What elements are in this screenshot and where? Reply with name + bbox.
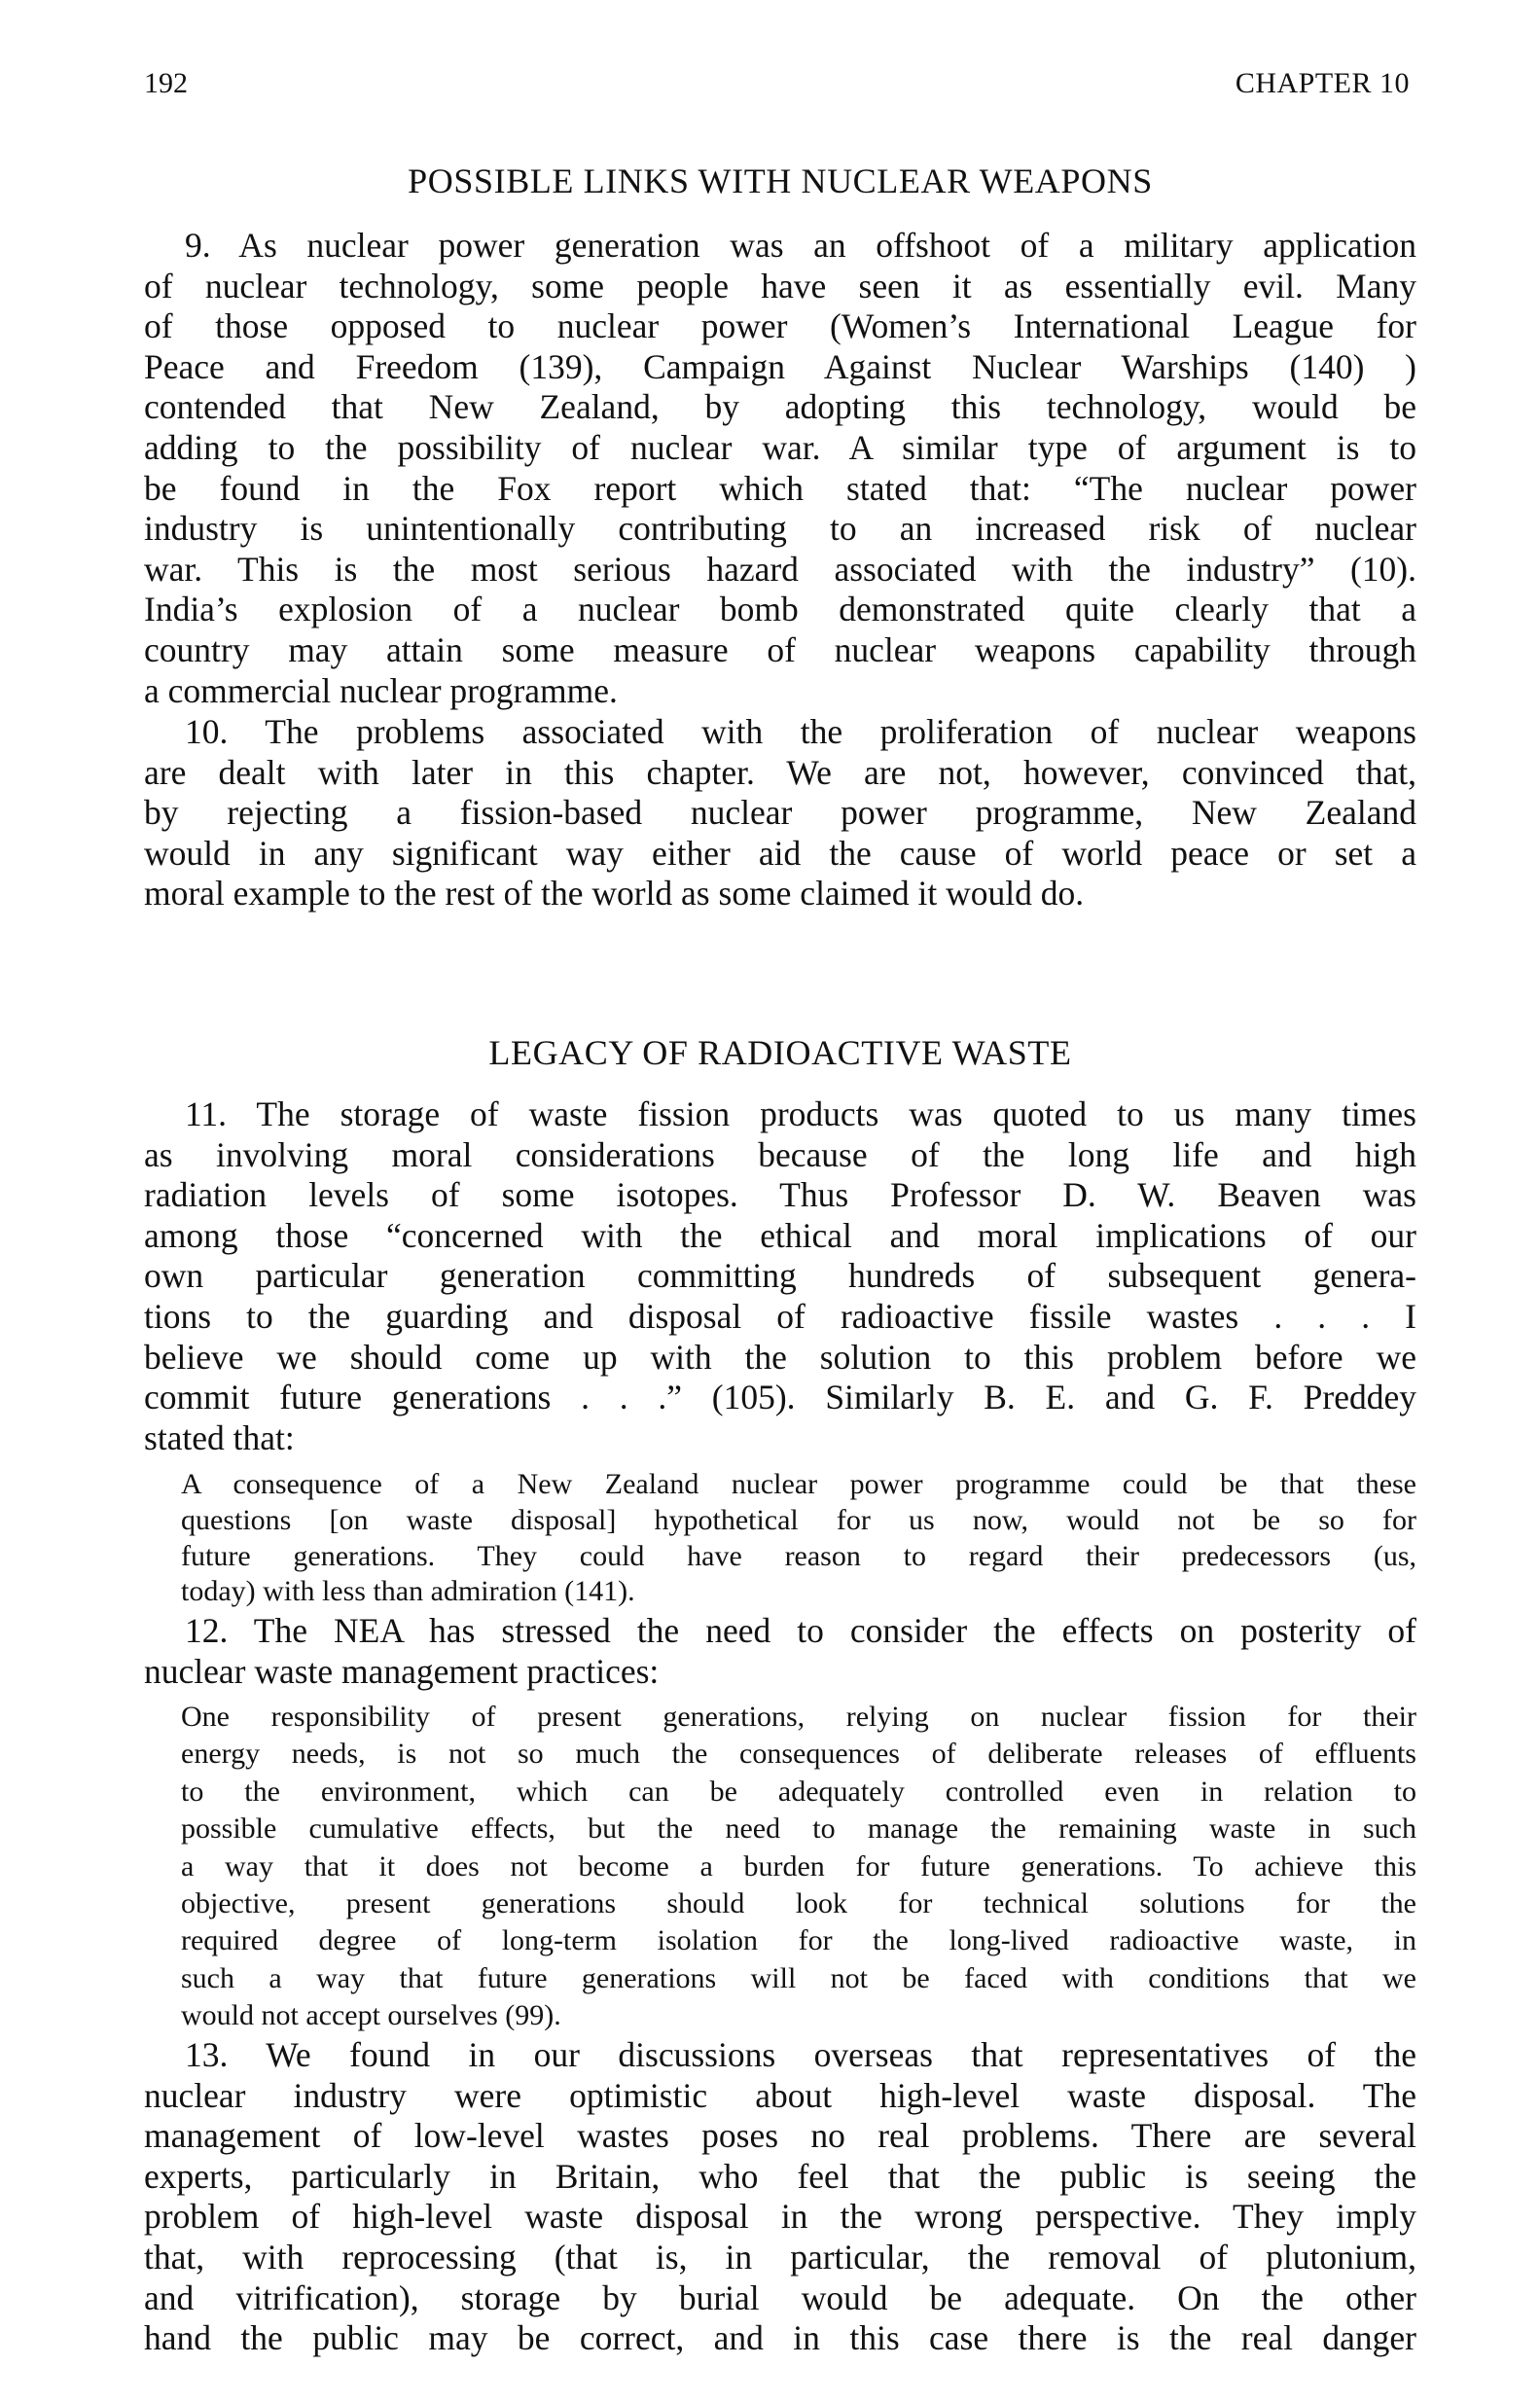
- text-line: management of low-level wastes poses no real problems. There are several: [144, 2116, 1416, 2156]
- text-line: radiation levels of some isotopes. Thus Professor D. W. Beaven was: [144, 1175, 1416, 1215]
- text-line: of those opposed to nuclear power (Women’s International League for: [144, 306, 1416, 346]
- paragraph-10: [144, 712, 1416, 914]
- text-line: 11. The storage of waste fission products was quoted to us many times: [185, 1094, 1416, 1133]
- text-line: a commercial nuclear programme.: [144, 670, 618, 710]
- paragraph-12: [144, 1611, 1416, 1692]
- chapter-label: CHAPTER 10: [1235, 67, 1410, 99]
- text-line: 9. As nuclear power generation was an offshoot of a military application: [185, 226, 1416, 265]
- text-line: problem of high-level waste disposal in the wrong perspective. They imply: [144, 2197, 1416, 2237]
- quote-line: One responsibility of present generations, relying on nuclear fission for their: [181, 1701, 1416, 1733]
- quote-line: possible cumulative effects, but the need to manage the remaining waste in such: [181, 1812, 1416, 1846]
- text-line: country may attain some measure of nuclear weapons capability through: [144, 629, 1416, 669]
- text-line: 13. We found in our discussions overseas that representatives of the: [185, 2035, 1416, 2074]
- text-line: that, with reprocessing (that is, in particular, the removal of plutonium,: [144, 2237, 1416, 2277]
- quote-line: A consequence of a New Zealand nuclear power programme could be that these: [181, 1468, 1416, 1500]
- text-line: own particular generation committing hundreds of subsequent genera-: [144, 1256, 1416, 1296]
- block-quote-nea: [181, 1699, 1416, 2035]
- text-line: war. This is the most serious hazard associated with the industry” (10).: [144, 549, 1416, 589]
- text-line: commit future generations . . .” (105). Similarly B. E. and G. F. Preddey: [144, 1378, 1416, 1417]
- block-quote-preddey: [181, 1467, 1416, 1610]
- text-line: India’s explosion of a nuclear bomb demonstrated quite clearly that a: [144, 590, 1416, 629]
- quote-line: required degree of long-term isolation for the long-lived radioactive waste, in: [181, 1924, 1416, 1957]
- text-line: and vitrification), storage by burial would be adequate. On the other: [144, 2277, 1416, 2317]
- text-line: by rejecting a fission-based nuclear power programme, New Zealand: [144, 793, 1416, 833]
- text-line: as involving moral considerations because of the long life and high: [144, 1134, 1416, 1174]
- text-line: stated that:: [144, 1417, 295, 1457]
- quote-line: objective, present generations should look for technical solutions for the: [181, 1886, 1416, 1919]
- text-line: adding to the possibility of nuclear war. A similar type of argument is to: [144, 427, 1416, 467]
- text-line: of nuclear technology, some people have seen it as essentially evil. Many: [144, 266, 1416, 305]
- text-line: hand the public may be correct, and in this case there is the real danger: [144, 2318, 1416, 2358]
- text-line: nuclear waste management practices:: [144, 1651, 660, 1691]
- quote-line: energy needs, is not so much the consequences of deliberate releases of effluents: [181, 1738, 1416, 1771]
- text-line: tions to the guarding and disposal of radioactive fissile wastes . . . I: [144, 1296, 1416, 1336]
- paragraph-9: [144, 226, 1416, 711]
- page-number: 192: [144, 67, 188, 99]
- text-line: 12. The NEA has stressed the need to consider the effects on posterity of: [185, 1611, 1416, 1650]
- text-line: nuclear industry were optimistic about high-level waste disposal. The: [144, 2075, 1416, 2115]
- text-line: moral example to the rest of the world as some claimed it would do.: [144, 874, 1085, 914]
- section-heading-radioactive-waste: LEGACY OF RADIOACTIVE WASTE: [488, 1033, 1072, 1072]
- paragraph-13: [144, 2035, 1416, 2359]
- text-line: contended that New Zealand, by adopting this technology, would be: [144, 387, 1416, 427]
- text-line: among those “concerned with the ethical and moral implications of our: [144, 1215, 1416, 1255]
- section-heading-nuclear-weapons: POSSIBLE LINKS WITH NUCLEAR WEAPONS: [408, 161, 1153, 200]
- text-line: Peace and Freedom (139), Campaign Against Nuclear Warships (140) ): [144, 346, 1416, 386]
- quote-line: would not accept ourselves (99).: [181, 1999, 561, 2032]
- quote-line: such a way that future generations will not be faced with conditions that we: [181, 1961, 1416, 1994]
- quote-line: to the environment, which can be adequately controlled even in relation to: [181, 1775, 1416, 1808]
- quote-line: today) with less than admiration (141).: [181, 1575, 635, 1608]
- text-line: industry is unintentionally contributing to an increased risk of nuclear: [144, 509, 1416, 549]
- text-line: would in any significant way either aid the cause of world peace or set a: [144, 833, 1416, 873]
- quote-line: questions [on waste disposal] hypothetical for us now, would not be so for: [181, 1503, 1416, 1536]
- text-line: experts, particularly in Britain, who feel that the public is seeing the: [144, 2156, 1416, 2196]
- text-line: 10. The problems associated with the proliferation of nuclear weapons: [185, 712, 1416, 751]
- quote-line: a way that it does not become a burden for future generations. To achieve this: [181, 1849, 1416, 1882]
- text-line: are dealt with later in this chapter. We are not, however, convinced that,: [144, 752, 1416, 792]
- text-line: be found in the Fox report which stated that: “The nuclear power: [144, 468, 1416, 508]
- quote-line: future generations. They could have reason to regard their predecessors (us,: [181, 1539, 1416, 1572]
- text-line: believe we should come up with the solution to this problem before we: [144, 1337, 1416, 1377]
- paragraph-11: [144, 1094, 1416, 1458]
